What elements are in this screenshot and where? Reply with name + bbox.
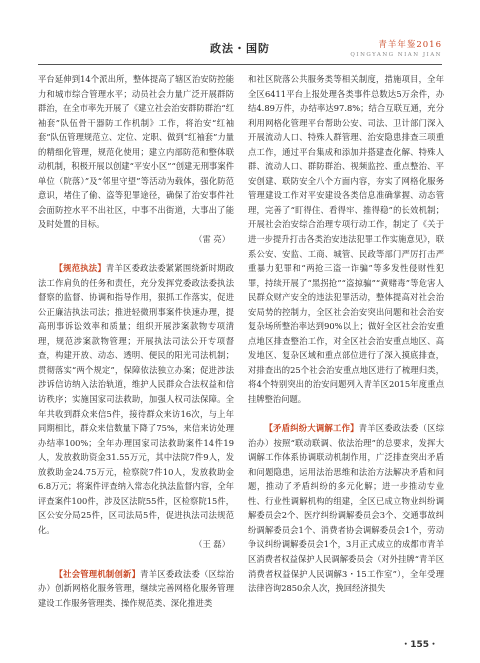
yearbook-subtitle: QINGYANG NIAN JIAN [350, 52, 442, 58]
yearbook-mark [350, 38, 442, 58]
paragraph-social-management [38, 567, 234, 611]
yearbook-brand: 青羊年鉴2016 [378, 40, 442, 50]
section-tag: 【矛盾纠纷大调解工作】 [264, 423, 359, 434]
left-column [38, 72, 234, 610]
section-tag: 【社会管理机制创新】 [54, 568, 141, 579]
page-number: ・155・ [401, 640, 438, 650]
paragraph-gap [38, 247, 234, 262]
author-credit: （王 磊） [194, 539, 230, 550]
paragraph-dispute-mediation [248, 421, 444, 596]
paragraph-security: 平台延伸到14个派出所，整体提高了辖区治安防控能力和城市综合管理水平；动员社会力量广泛开展群防群治，在全市率先开展了《建立社会治安群防群治“红袖套”队伍骨干器防工作机制》工作，将治安“红袖套”队伍管理规范立、定位、定职、做到“红袖套”力量的精细化管理，规范化使用；建立内部防范和整体联动机制，积极开展以创建“平安小区”“创建无刑事案件单位（院落）”及“邻里守望”等活动为载体，强化防范意识，堵住了偷、盗等犯罪途径，确保了治安事件社会面防控水平不出社区，中事不出街道，大事出了能及时处置的目标。 [38, 74, 234, 230]
paragraph-gap [248, 407, 444, 422]
page-header [0, 0, 480, 70]
section-tag: 【规范执法】 [54, 263, 106, 274]
paragraph-text: 青羊区委政法委（区综治办）创新网格化服务管理，继续完善网格化服务管理建设工作服务管理类、操作规范类、深化推进类 [38, 568, 234, 608]
author-credit: （雷 亮） [194, 234, 230, 245]
paragraph-gap [38, 552, 234, 567]
header-rule [38, 64, 442, 65]
section-title: 政法・国防 [210, 42, 270, 55]
paragraph-text: 青羊区委政法委（区综治办）按照“联动联调、依法治理”的总要求，发挥大调解工作体系协调联动机制作用，广泛排查突出矛盾和问题隐患，运用法治思维和法治方法解决矛盾和问题，推动了矛盾纠纷的多元化解；进一步推动专业性、行业性调解机构的组建，全区已成立物业纠纷调解委员会2个、医疗纠纷调解委员会3个、交通事故纠纷调解委员会1个、消费者协会调解委员会1个，劳动争议纠纷调解委员会1个，3月正式成立的成都市青羊区消费者权益保护人民调解委员会（对外挂牌“青羊区消费者权益保护人民调解3・15工作室”），全年受理法律咨询2850余人次，挽回经济损失 [248, 423, 444, 594]
right-column [248, 72, 444, 596]
paragraph-text: 青羊区委政法委紧紧围绕新时期政法工作肩负的任务和责任，充分发挥党委政法委执法督察的监督、协调和指导作用，狠抓工作落实，促进公正廉洁执法司法；推进轻微刑事案件快速办理，提高刑事诉讼效率和质量；组织开展涉案款物专项清理，规范涉案款物管理；开展执法司法公开专项督查，构建开放、动态、透明、便民的阳光司法机制；贯彻落实“两个规定”，保障依法独立办案；促进涉法涉诉信访纳入法治轨道，维护人民群众合法权益和信访秩序；实施国家司法救助，加强人权司法保障。全年共收到群众来信5件，接待群众来访16次，与上年同期相比，群众来信数量下降了75%，来信来访处理办结率100%；全年办理国家司法救助案件14件19人，发放救助资金31.55万元，其中法院7件9人，发放救助金24.75万元，检察院7件10人，发放救助金6.8万元；将案件评查纳入常态化执法监督内容，全年评查案件100件，涉及区法院55件，区检察院15件，区公安分局25件，区司法局5件，促进执法司法规范化。 [38, 263, 234, 535]
paragraph-law-enforcement [38, 261, 234, 537]
paragraph-grid-management: 和社区院落公共服务类等相关制度，措施项目，全年全区6411平台上报处理各类事件总数达5万余件，办结4.89万件，办结率达97.8%；结合互联互通，充分利用网格化管理平台帮助公安、司法、卫计部门深入开展流动人口、特殊人群管理、治安隐患排查三项重点工作，通过平台集成和添加并搭建查化解、特殊人群、流动人口、群防群治、视频监控、重点整治、平安创建、联防安全八个方面内容，夯实了网格化服务管理建设工作对平安建设各类信息准确掌握、动态管理，完善了“盯得住、看得牢、推得稳”的长效机制；开展社会治安综合治理专项行动工作，制定了《关于进一步提升打击各类治安违法犯罪工作实施意见》，联系公安、安监、工商、城管、民政等部门严厉打击严重暴力犯罪和“两抢三盗一诈骗”等多发性侵财性犯罪，持续开展了“黑拐抢”“盗掠骗”“黄赌毒”等危害人民群众财产安全的违法犯罪活动，整体提高对社会治安局势的控制力，全区社会治安突出问题和社会治安复杂场所整治率达到90%以上；做好全区社会治安重点地区排查整治工作，对全区社会治安重点地区、高发地区、复杂区域和重点部位进行了深入摸底排查，对排查出的25个社会治安重点地区进行了梳理归类，将4个特别突出的治安问题列入青羊区2015年度重点挂牌整治问题。 [248, 74, 444, 405]
